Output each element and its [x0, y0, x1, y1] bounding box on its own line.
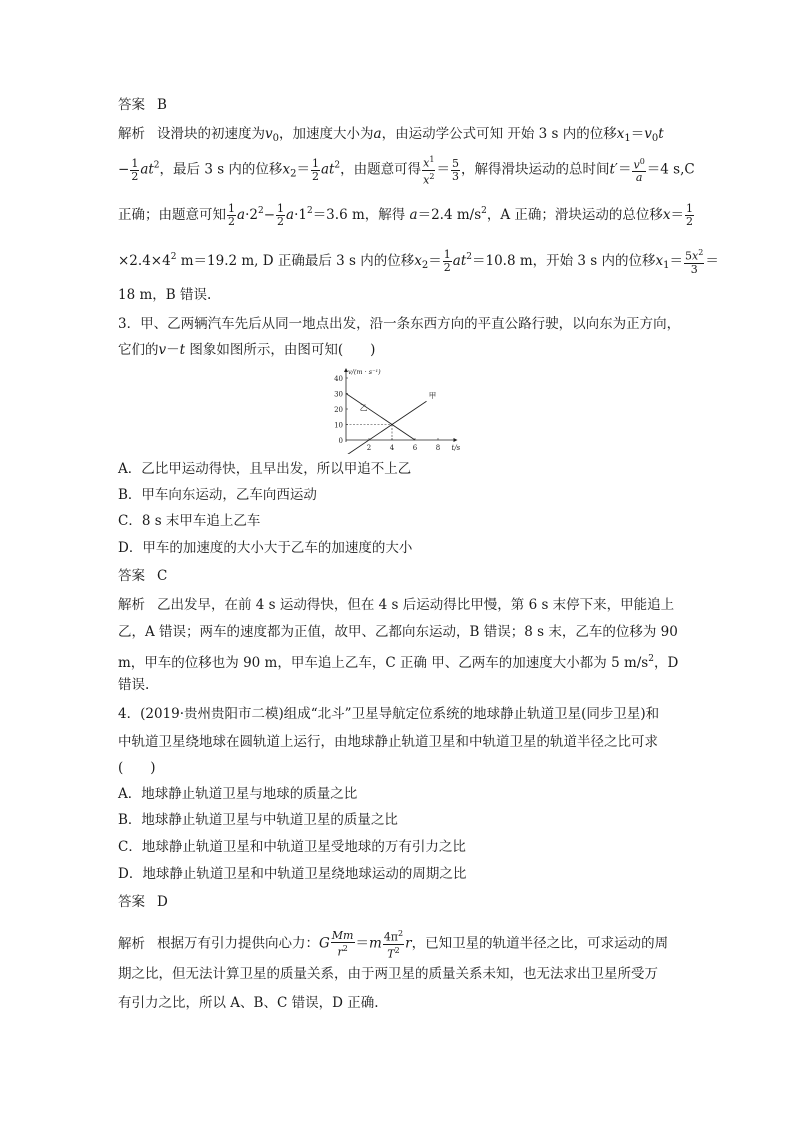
analysis-text: m＝19.2 m, D 正确最后 3 s 内的位移: [180, 253, 415, 269]
analysis-label: 解析: [118, 126, 145, 142]
q4-answer-line: [118, 892, 168, 912]
series-label-yi: 乙: [359, 403, 368, 413]
q4-option-c: C．地球静止轨道卫星和中轨道卫星受地球的万有引力之比: [118, 839, 466, 855]
analysis-text: ，A 正确；滑块运动的总位移: [486, 207, 663, 223]
answer-value: B: [157, 97, 167, 113]
v-t-chart: [332, 362, 464, 454]
x-tick-label: 4: [389, 444, 395, 452]
analysis-label: 解析: [118, 935, 145, 952]
analysis-text: 根据万有引力提供向心力：: [157, 935, 319, 952]
y-tick-label: 30: [334, 390, 343, 399]
analysis-text: ，最后 3 s 内的位移: [159, 161, 283, 178]
q3-analysis-line-1: [118, 595, 674, 615]
q3-option-b: B．甲车向东运动，乙车向西运动: [118, 487, 317, 503]
q3-analysis-line-4: 错误.: [118, 677, 150, 693]
series-line-1: [346, 394, 415, 441]
answer-label: 答案: [118, 568, 145, 584]
var-v: v: [644, 126, 652, 142]
y-axis-label: v/(m · s⁻¹): [348, 368, 381, 376]
answer-value: C: [157, 568, 168, 584]
analysis-text: ＝10.8 m，开始 3 s 内的位移: [471, 253, 656, 269]
answer-label: 答案: [118, 97, 145, 113]
q2-analysis-line-5: 18 m，B 错误.: [118, 287, 212, 303]
y-tick-label: 20: [334, 406, 343, 414]
q4-stem-1: 4．(2019·贵州贵阳市二模)组成“北斗”卫星导航定位系统的地球静止轨道卫星(同步卫星)和: [118, 706, 660, 722]
analysis-text: 设滑块的初速度为: [157, 126, 265, 142]
analysis-text: ，解得滑块运动的总时间: [460, 161, 610, 178]
y-tick-label: 0: [338, 437, 343, 445]
analysis-text: ，D: [653, 655, 679, 671]
analysis-text: ＝2.4 m/s: [417, 207, 482, 223]
var-a: a: [373, 126, 382, 142]
analysis-text: ，由运动学公式可知 开始 3 s 内的位移: [381, 126, 617, 142]
q3-option-d: D．甲车的加速度的大小大于乙车的加速度的大小: [118, 540, 413, 556]
analysis-text: ，由题意可得: [340, 161, 422, 178]
q4-option-d: D．地球静止轨道卫星和中轨道卫星绕地球运动的周期之比: [118, 866, 467, 882]
q4-analysis-line-1: 解析 根据万有引力提供向心力：G $\frac{Mm}{r^2}$ ＝m $\frac{4\pi^2}{T^2}$ r，已知卫星的轨道半径之比，可求运动的周: [118, 928, 669, 961]
stem-text: 它们的: [118, 342, 159, 358]
analysis-text: ，已知卫星的轨道半径之比，可求运动的周: [411, 935, 669, 952]
q3-option-c: C．8 s 末甲车追上乙车: [118, 513, 261, 529]
x-axis-label: t/s: [451, 444, 461, 452]
q2-analysis-line-3: 正确；由题意可知 $\frac{1}{2}$ $a\cdot 2^2-$ $\frac{1}{2}$ $a\cdot 1^2=3.6$ m，解得 a＝2.4 $m/s^2$，A 正确；滑块运动的总位移x＝ $\frac{1}{2}$: [118, 202, 694, 228]
x-tick-label: 2: [366, 444, 372, 452]
q2-analysis-line-4: $\times 2.4\times 4^2$ m＝19.2 m, D 正确最后 3 s 内的位移$x_2=$ $\frac{1}{2}$ $at^2=10.8$ m，开始 3 s 内的位移$x_1=$ $\frac{5x^2}{3}$ ＝: [118, 248, 719, 276]
q3-stem-2: 它们的v－t 图象如图所示，由图可知( ): [118, 342, 376, 358]
q3-analysis-line-2: 乙，A 错误；两车的速度都为正值，故甲、乙都向东运动，B 错误；8 s 末，乙车的位移为 90: [118, 624, 678, 640]
analysis-text: 乙出发早，在前 4 s 运动得快，但在 4 s 后运动得比甲慢，第 6 s 末停下来，甲能追上: [157, 597, 675, 613]
answer-value: D: [157, 894, 168, 910]
q3-answer-line: [118, 566, 167, 586]
series-label-jia: 甲: [428, 391, 437, 401]
q2-analysis-line-1: 解析 设滑块的初速度为$v_0$，加速度大小为a，由运动学公式可知 开始 3 s 内的位移$x_1=v_0t$: [118, 126, 664, 144]
var-t: t: [658, 126, 664, 142]
q2-answer-line: [118, 95, 167, 115]
q4-stem-3: ( ): [118, 760, 156, 776]
var-v: v: [265, 126, 273, 142]
q4-analysis-line-3: 有引力之比，所以 A、B、C 错误，D 正确.: [118, 995, 379, 1011]
equals: ＝: [630, 126, 645, 142]
q3-stem-1: 3．甲、乙两辆汽车先后从同一地点出发，沿一条东西方向的平直公路行驶，以向东为正方向，: [118, 316, 681, 332]
q2-analysis-line-2: − $\frac{1}{2}$ $at^2$，最后 3 s 内的位移$x_2=$ $\frac{1}{2}$ $at^2$，由题意可得 $\frac{x^1}{x^2}$ ＝ $\frac{5}{3}$ ，解得滑块运动的总时间t′＝ $\frac{v^0}{a}$ ＝4 s,C: [118, 155, 695, 187]
analysis-text: ×2.4×4: [118, 253, 171, 269]
y-tick-label: 10: [334, 421, 343, 430]
analysis-text: ，加速度大小为: [279, 126, 374, 142]
q3-analysis-line-3: m，甲车的位移也为 90 m，甲车追上乙车，C 正确 甲、乙两车的加速度大小都为 5 $m/s^2$，D: [118, 654, 679, 671]
q4-option-b: B．地球静止轨道卫星与中轨道卫星的质量之比: [118, 812, 398, 828]
answer-label: 答案: [118, 894, 145, 910]
q3-option-a: A．乙比甲运动得快，且早出发，所以甲追不上乙: [118, 461, 412, 477]
stem-text: 图象如图所示，由图可知( ): [189, 342, 376, 358]
var-x: x: [616, 126, 625, 142]
analysis-label: 解析: [118, 597, 145, 613]
q4-stem-2: 中轨道卫星绕地球在圆轨道上运行，由地球静止轨道卫星和中轨道卫星的轨道半径之比可求: [118, 734, 658, 750]
q4-option-a: A．地球静止轨道卫星与地球的质量之比: [118, 786, 358, 802]
analysis-text: m，甲车的位移也为 90 m，甲车追上乙车，C 正确 甲、乙两车的加速度大小都为 5 m/s: [118, 655, 649, 671]
analysis-text: ＝3.6 m，解得: [312, 207, 406, 223]
x-tick-label: 6: [412, 444, 418, 452]
q4-analysis-line-2: 期之比，但无法计算卫星的质量关系，由于两卫星的质量关系未知，也无法求出卫星所受万: [118, 966, 658, 982]
analysis-text: 正确；由题意可知: [118, 207, 226, 223]
x-axis-arrow: [454, 438, 458, 442]
analysis-text: ＝4 s,C: [646, 161, 695, 178]
x-tick-label: 8: [435, 444, 441, 452]
y-tick-label: 40: [334, 375, 343, 383]
